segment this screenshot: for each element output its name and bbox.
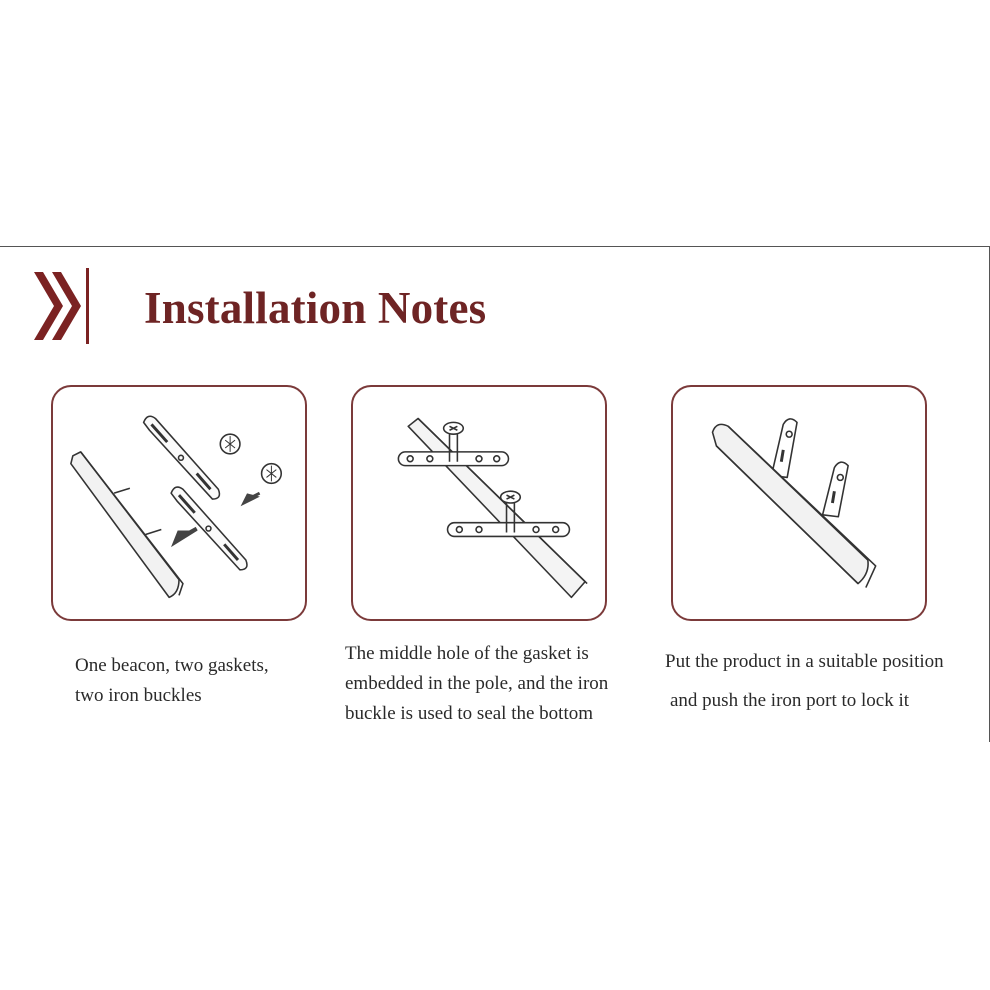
step-3-illustration-panel [671, 385, 927, 621]
step-1-illustration-panel [51, 385, 307, 621]
assembly-illustration [353, 387, 605, 619]
chevron-double-icon [30, 266, 92, 346]
step-2-caption-line-2: embedded in the pole, and the iron [345, 673, 609, 694]
step-2-illustration-panel [351, 385, 607, 621]
step-3-caption-line-2: and push the iron port to lock it [670, 690, 910, 711]
step-2-caption-line-1: The middle hole of the gasket is [345, 643, 589, 664]
parts-illustration [53, 387, 305, 619]
page-title: Installation Notes [144, 283, 487, 333]
step-1-caption-line-2: two iron buckles [75, 685, 202, 706]
step-3-caption-line-1: Put the product in a suitable position [665, 651, 944, 672]
step-2-caption-line-3: buckle is used to seal the bottom [345, 703, 594, 724]
mounted-illustration [673, 387, 925, 619]
step-1-caption-line-1: One beacon, two gaskets, [75, 655, 269, 676]
